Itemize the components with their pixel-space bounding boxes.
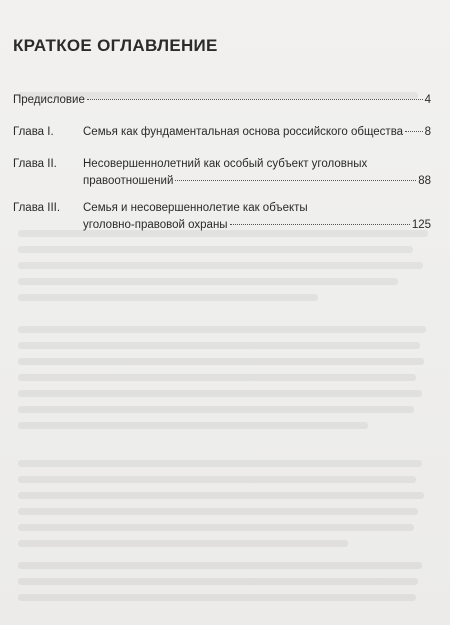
chapter-title-line-1: Семья и несовершеннолетие как объекты [83, 202, 308, 214]
toc-entry-chapter-1[interactable] [13, 124, 431, 146]
dot-leader [87, 99, 423, 100]
chapter-title-line-2: правоотношений [83, 175, 174, 187]
toc-entry-title: Предисловие [13, 94, 85, 106]
toc-entry-page: 8 [424, 126, 431, 138]
chapter-title-line-2: уголовно-правовой охраны [83, 219, 228, 231]
toc-entry-page: 125 [411, 219, 431, 231]
toc-entry-chapter-2[interactable] [13, 156, 431, 190]
toc-entry-chapter-3[interactable] [13, 200, 431, 234]
table-of-contents [13, 92, 431, 234]
chapter-title: Семья как фундаментальная основа российского общества [83, 126, 404, 138]
dot-leader [175, 180, 416, 181]
chapter-number: Глава III. [13, 202, 61, 214]
dot-leader [230, 224, 410, 225]
dot-leader [405, 131, 423, 132]
toc-entry-preface[interactable] [13, 92, 431, 114]
page-title: КРАТКОЕ ОГЛАВЛЕНИЕ [13, 36, 218, 55]
chapter-number: Глава II. [13, 158, 57, 170]
chapter-number: Глава I. [13, 126, 54, 138]
chapter-title-line-1: Несовершеннолетний как особый субъект уголовных [83, 158, 368, 170]
toc-entry-page: 88 [418, 175, 431, 187]
toc-entry-page: 4 [424, 94, 431, 106]
